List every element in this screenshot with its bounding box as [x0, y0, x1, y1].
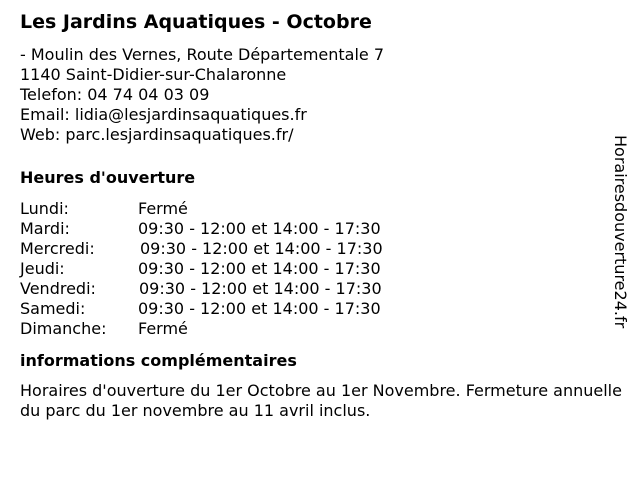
street-address: - Moulin des Vernes, Route Départementale 7: [20, 45, 385, 64]
time-value: Fermé: [138, 319, 188, 338]
opening-hours-table: [20, 199, 625, 339]
time-value: 09:30 - 12:00 et 14:00 - 17:30: [139, 279, 382, 298]
day-label: Mardi:: [20, 219, 70, 238]
email-address[interactable]: Email: lidia@lesjardinsaquatiques.fr: [20, 105, 307, 124]
time-value: 09:30 - 12:00 et 14:00 - 17:30: [140, 239, 383, 258]
hours-row-saturday: [20, 299, 625, 319]
day-label: Samedi:: [20, 299, 86, 318]
time-value: 09:30 - 12:00 et 14:00 - 17:30: [138, 299, 381, 318]
opening-hours-heading: Heures d'ouverture: [20, 168, 196, 187]
hours-row-sunday: [20, 319, 625, 339]
business-card: [20, 10, 625, 421]
hours-row-monday: [20, 199, 625, 219]
day-label: Dimanche:: [20, 319, 107, 338]
day-label: Vendredi:: [20, 279, 96, 298]
hours-row-tuesday: [20, 219, 625, 239]
time-value: 09:30 - 12:00 et 14:00 - 17:30: [138, 219, 381, 238]
hours-row-thursday: [20, 259, 625, 279]
website-link[interactable]: Web: parc.lesjardinsaquatiques.fr/: [20, 125, 294, 144]
additional-info-text: Horaires d'ouverture du 1er Octobre au 1er Novembre. Fermeture annuelle du parc du 1er novembre au 11 avril inclus.: [20, 381, 622, 420]
page-title: Les Jardins Aquatiques - Octobre: [20, 11, 372, 33]
time-value: Fermé: [138, 199, 188, 218]
hours-row-friday: [20, 279, 625, 299]
address-block: [20, 45, 625, 145]
city-address: 1140 Saint-Didier-sur-Chalaronne: [20, 65, 287, 84]
site-watermark: Horairesdouverture24.fr: [611, 135, 630, 329]
additional-info-heading: informations complémentaires: [20, 351, 297, 370]
time-value: 09:30 - 12:00 et 14:00 - 17:30: [138, 259, 381, 278]
day-label: Mercredi:: [20, 239, 95, 258]
day-label: Jeudi:: [20, 259, 65, 278]
hours-row-wednesday: [20, 239, 625, 259]
phone-number[interactable]: Telefon: 04 74 04 03 09: [20, 85, 210, 104]
day-label: Lundi:: [20, 199, 69, 218]
